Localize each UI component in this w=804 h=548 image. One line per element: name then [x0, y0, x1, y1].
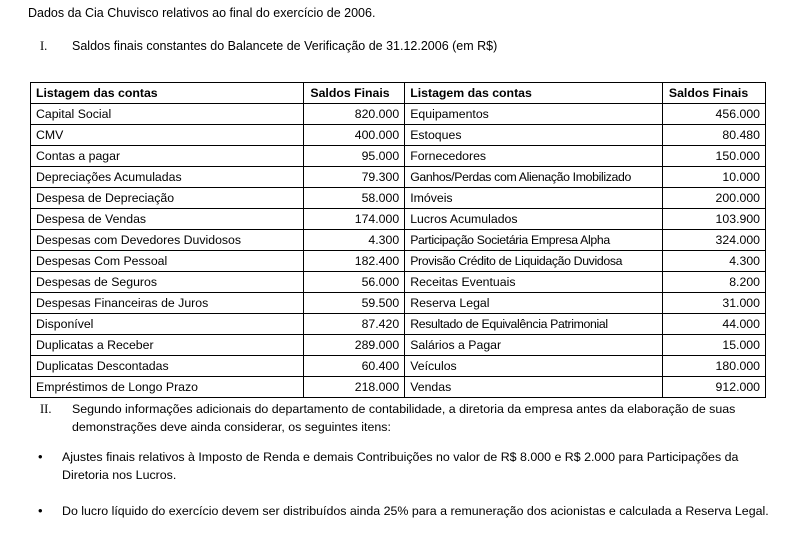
- table-row: [31, 125, 766, 146]
- cell-left-account: Despesas Financeiras de Juros: [31, 293, 304, 314]
- cell-right-account: Estoques: [405, 125, 663, 146]
- cell-left-account: Despesas Com Pessoal: [31, 251, 304, 272]
- cell-right-account: Provisão Crédito de Liquidação Duvidosa: [405, 251, 663, 272]
- cell-right-account: Veículos: [405, 356, 663, 377]
- table-row: [31, 377, 766, 398]
- cell-left-balance: 58.000: [304, 188, 405, 209]
- table-row: [31, 293, 766, 314]
- cell-right-balance: 103.900: [662, 209, 765, 230]
- cell-left-account: Despesa de Depreciação: [31, 188, 304, 209]
- table-header: [31, 83, 766, 104]
- bullet-list: [34, 448, 786, 538]
- header-right-account: Listagem das contas: [405, 83, 663, 104]
- cell-left-balance: 87.420: [304, 314, 405, 335]
- cell-left-balance: 56.000: [304, 272, 405, 293]
- table-row: [31, 272, 766, 293]
- cell-right-account: Imóveis: [405, 188, 663, 209]
- section-i: [40, 38, 497, 54]
- bullet-marker-icon: •: [38, 449, 43, 464]
- table-body: [31, 104, 766, 398]
- cell-right-balance: 8.200: [662, 272, 765, 293]
- cell-right-account: Salários a Pagar: [405, 335, 663, 356]
- cell-left-account: Contas a pagar: [31, 146, 304, 167]
- header-right-balance: Saldos Finais: [662, 83, 765, 104]
- cell-right-balance: 15.000: [662, 335, 765, 356]
- cell-left-account: Despesas de Seguros: [31, 272, 304, 293]
- cell-right-balance: 4.300: [662, 251, 765, 272]
- cell-left-balance: 4.300: [304, 230, 405, 251]
- cell-right-account: Vendas: [405, 377, 663, 398]
- cell-right-balance: 31.000: [662, 293, 765, 314]
- bullet-text: Do lucro líquido do exercício devem ser distribuídos ainda 25% para a remuneração dos acionistas e calculada a Reserva Legal.: [62, 504, 769, 518]
- table-row: [31, 146, 766, 167]
- cell-right-account: Fornecedores: [405, 146, 663, 167]
- cell-right-balance: 180.000: [662, 356, 765, 377]
- cell-right-account: Ganhos/Perdas com Alienação Imobilizado: [405, 167, 663, 188]
- table-row: [31, 335, 766, 356]
- cell-left-balance: 95.000: [304, 146, 405, 167]
- table-header-row: [31, 83, 766, 104]
- cell-left-balance: 218.000: [304, 377, 405, 398]
- cell-right-balance: 10.000: [662, 167, 765, 188]
- table-row: [31, 188, 766, 209]
- cell-right-balance: 80.480: [662, 125, 765, 146]
- cell-left-account: Despesas com Devedores Duvidosos: [31, 230, 304, 251]
- cell-left-balance: 59.500: [304, 293, 405, 314]
- cell-left-balance: 79.300: [304, 167, 405, 188]
- cell-left-balance: 289.000: [304, 335, 405, 356]
- cell-left-balance: 820.000: [304, 104, 405, 125]
- cell-right-account: Lucros Acumulados: [405, 209, 663, 230]
- cell-right-balance: 456.000: [662, 104, 765, 125]
- table-row: [31, 230, 766, 251]
- cell-left-balance: 400.000: [304, 125, 405, 146]
- section-ii: [40, 400, 788, 436]
- cell-left-account: CMV: [31, 125, 304, 146]
- cell-right-balance: 44.000: [662, 314, 765, 335]
- bullet-marker-icon: •: [38, 503, 43, 518]
- cell-right-balance: 324.000: [662, 230, 765, 251]
- cell-left-balance: 60.400: [304, 356, 405, 377]
- section-i-text: Saldos finais constantes do Balancete de Verificação de 31.12.2006 (em R$): [72, 39, 498, 53]
- cell-left-account: Duplicatas a Receber: [31, 335, 304, 356]
- cell-right-account: Receitas Eventuais: [405, 272, 663, 293]
- table-row: [31, 209, 766, 230]
- table-row: [31, 314, 766, 335]
- bullet-text: Ajustes finais relativos à Imposto de Renda e demais Contribuições no valor de R$ 8.000 e R$ 2.000 para Participações da Diretoria nos Lucros.: [62, 450, 739, 482]
- cell-left-account: Capital Social: [31, 104, 304, 125]
- cell-left-account: Duplicatas Descontadas: [31, 356, 304, 377]
- balance-sheet-table: [30, 82, 766, 398]
- document-intro-line: Dados da Cia Chuvisco relativos ao final do exercício de 2006.: [28, 6, 376, 20]
- cell-right-account: Participação Societária Empresa Alpha: [405, 230, 663, 251]
- cell-left-account: Disponível: [31, 314, 304, 335]
- section-ii-marker: II.: [40, 402, 52, 416]
- header-left-balance: Saldos Finais: [304, 83, 405, 104]
- cell-right-balance: 200.000: [662, 188, 765, 209]
- cell-left-account: Despesa de Vendas: [31, 209, 304, 230]
- cell-left-account: Depreciações Acumuladas: [31, 167, 304, 188]
- cell-left-balance: 174.000: [304, 209, 405, 230]
- table-row: [31, 104, 766, 125]
- cell-right-account: Reserva Legal: [405, 293, 663, 314]
- section-i-marker: I.: [40, 39, 48, 53]
- cell-left-balance: 182.400: [304, 251, 405, 272]
- cell-left-account: Empréstimos de Longo Prazo: [31, 377, 304, 398]
- section-ii-text: Segundo informações adicionais do departamento de contabilidade, a diretoria da empresa antes da elaboração de suas demonstrações deve ainda considerar, os seguintes itens:: [72, 402, 736, 434]
- table-row: [31, 167, 766, 188]
- table-row: [31, 251, 766, 272]
- cell-right-balance: 150.000: [662, 146, 765, 167]
- table-row: [31, 356, 766, 377]
- header-left-account: Listagem das contas: [31, 83, 304, 104]
- cell-right-balance: 912.000: [662, 377, 765, 398]
- bullet-item: [34, 502, 786, 520]
- cell-right-account: Resultado de Equivalência Patrimonial: [405, 314, 663, 335]
- bullet-item: [34, 448, 786, 484]
- cell-right-account: Equipamentos: [405, 104, 663, 125]
